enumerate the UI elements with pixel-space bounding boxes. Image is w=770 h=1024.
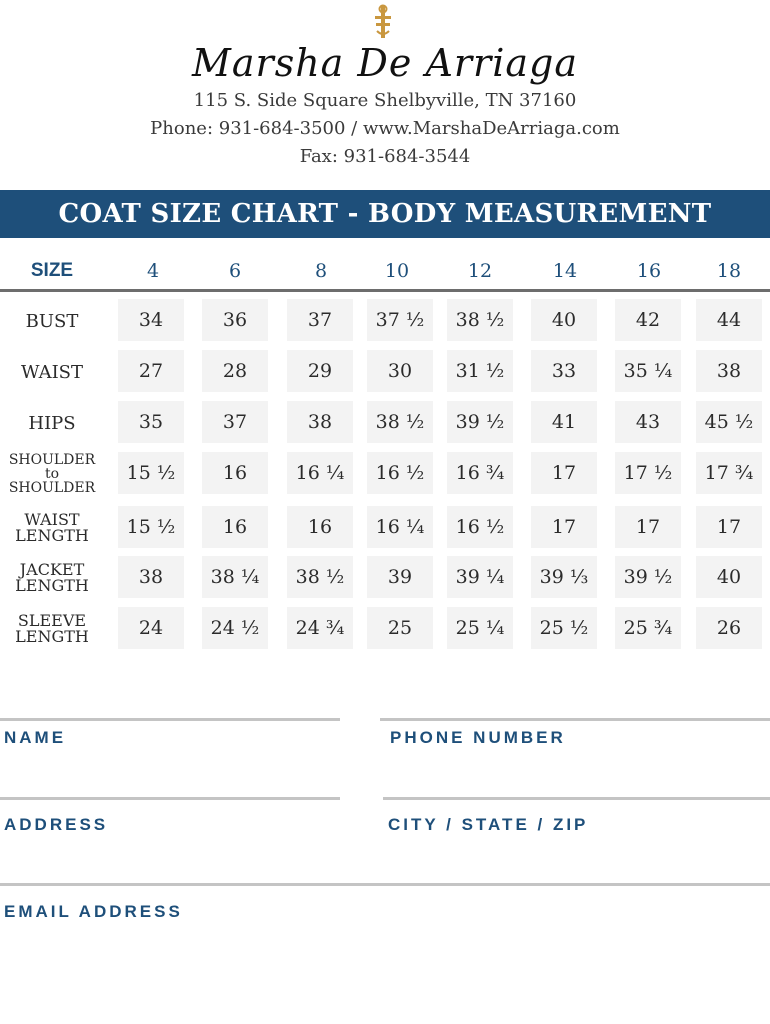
- measurement-cell: 40: [531, 299, 597, 341]
- city-field-rule: [383, 797, 770, 800]
- measurement-cell: 17: [696, 506, 762, 548]
- measurement-cell: 25 ¾: [615, 607, 681, 649]
- table-row: [0, 607, 770, 651]
- measurement-cell: 17: [615, 506, 681, 548]
- header-divider: [0, 289, 770, 292]
- phone-field-rule: [380, 718, 770, 721]
- row-label: [0, 556, 104, 600]
- measurement-cell: 16: [287, 506, 353, 548]
- measurement-cell: 38: [696, 350, 762, 392]
- measurement-cell: 16: [202, 506, 268, 548]
- measurement-cell: 16 ¾: [447, 452, 513, 494]
- measurement-cell: 26: [696, 607, 762, 649]
- address-field-label: ADDRESS: [4, 815, 109, 834]
- measurement-cell: 15 ½: [118, 452, 184, 494]
- measurement-cell: 39 ⅓: [531, 556, 597, 598]
- cross-emblem-icon: [372, 4, 394, 40]
- name-field-rule: [0, 718, 340, 721]
- city-state-zip-field-label: CITY / STATE / ZIP: [388, 815, 589, 834]
- row-label-text: WAIST LENGTH: [15, 510, 89, 545]
- measurement-cell: 45 ½: [696, 401, 762, 443]
- measurement-cell: 28: [202, 350, 268, 392]
- row-label-text: SHOULDER to SHOULDER: [8, 452, 96, 496]
- measurement-cell: 38 ½: [287, 556, 353, 598]
- measurement-cell: 16 ½: [367, 452, 433, 494]
- size-header-6: 6: [228, 260, 242, 282]
- measurement-cell: 38 ½: [447, 299, 513, 341]
- size-header-14: 14: [552, 260, 578, 282]
- measurement-cell: 27: [118, 350, 184, 392]
- measurement-cell: 39 ½: [447, 401, 513, 443]
- size-header-row: [0, 256, 770, 286]
- row-label: [0, 452, 104, 496]
- measurement-cell: 24 ½: [202, 607, 268, 649]
- chart-title: COAT SIZE CHART - BODY MEASUREMENT: [0, 190, 770, 238]
- fax-number: Fax: 931-684-3544: [299, 146, 471, 167]
- measurement-cell: 24: [118, 607, 184, 649]
- size-header-label: SIZE: [30, 260, 74, 281]
- phone-website: Phone: 931-684-3500 / www.MarshaDeArriaga.com: [150, 118, 620, 139]
- size-header-12: 12: [467, 260, 493, 282]
- measurement-cell: 24 ¾: [287, 607, 353, 649]
- row-label: [0, 350, 104, 394]
- measurement-cell: 38 ½: [367, 401, 433, 443]
- row-label-text: WAIST: [20, 361, 84, 383]
- measurement-cell: 34: [118, 299, 184, 341]
- row-label-text: SLEEVE LENGTH: [15, 611, 89, 646]
- row-label: [0, 299, 104, 343]
- measurement-cell: 37: [202, 401, 268, 443]
- measurement-cell: 17: [531, 506, 597, 548]
- measurement-cell: 38: [287, 401, 353, 443]
- measurement-cell: 30: [367, 350, 433, 392]
- email-field-label: EMAIL ADDRESS: [4, 902, 183, 921]
- measurement-cell: 37 ½: [367, 299, 433, 341]
- measurement-cell: 40: [696, 556, 762, 598]
- email-field-rule: [0, 883, 770, 886]
- measurement-cell: 35 ¼: [615, 350, 681, 392]
- address-field-rule: [0, 797, 340, 800]
- measurement-cell: 16: [202, 452, 268, 494]
- measurement-cell: 16 ¼: [287, 452, 353, 494]
- measurement-cell: 33: [531, 350, 597, 392]
- row-label-text: JACKET LENGTH: [15, 560, 89, 595]
- measurement-cell: 43: [615, 401, 681, 443]
- measurement-cell: 25 ½: [531, 607, 597, 649]
- measurement-cell: 16 ½: [447, 506, 513, 548]
- table-row: [0, 299, 770, 343]
- size-header-16: 16: [636, 260, 662, 282]
- measurement-cell: 35: [118, 401, 184, 443]
- name-field-label: NAME: [4, 728, 67, 747]
- size-header-8: 8: [314, 260, 328, 282]
- table-row: [0, 350, 770, 394]
- measurement-cell: 17 ¾: [696, 452, 762, 494]
- measurement-cell: 17 ½: [615, 452, 681, 494]
- measurement-cell: 25 ¼: [447, 607, 513, 649]
- store-address: 115 S. Side Square Shelbyville, TN 37160: [193, 90, 577, 111]
- measurement-cell: 39 ½: [615, 556, 681, 598]
- measurement-cell: 25: [367, 607, 433, 649]
- table-row: [0, 556, 770, 600]
- row-label: [0, 401, 104, 445]
- measurement-cell: 15 ½: [118, 506, 184, 548]
- measurement-cell: 41: [531, 401, 597, 443]
- measurement-cell: 31 ½: [447, 350, 513, 392]
- measurement-cell: 39: [367, 556, 433, 598]
- row-label-text: BUST: [25, 310, 79, 332]
- row-label: [0, 506, 104, 550]
- table-row: [0, 401, 770, 445]
- measurement-cell: 38 ¼: [202, 556, 268, 598]
- measurement-cell: 44: [696, 299, 762, 341]
- size-header-18: 18: [716, 260, 742, 282]
- measurement-cell: 42: [615, 299, 681, 341]
- measurement-cell: 39 ¼: [447, 556, 513, 598]
- measurement-cell: 38: [118, 556, 184, 598]
- size-header-4: 4: [146, 260, 160, 282]
- table-row: [0, 506, 770, 550]
- row-label-text: HIPS: [28, 412, 76, 434]
- measurement-cell: 16 ¼: [367, 506, 433, 548]
- size-header-10: 10: [384, 260, 410, 282]
- table-row: [0, 452, 770, 496]
- phone-field-label: PHONE NUMBER: [390, 728, 566, 747]
- measurement-cell: 36: [202, 299, 268, 341]
- measurement-cell: 37: [287, 299, 353, 341]
- row-label: [0, 607, 104, 651]
- brand-name: Marsha De Arriaga: [191, 41, 579, 85]
- measurement-cell: 17: [531, 452, 597, 494]
- measurement-cell: 29: [287, 350, 353, 392]
